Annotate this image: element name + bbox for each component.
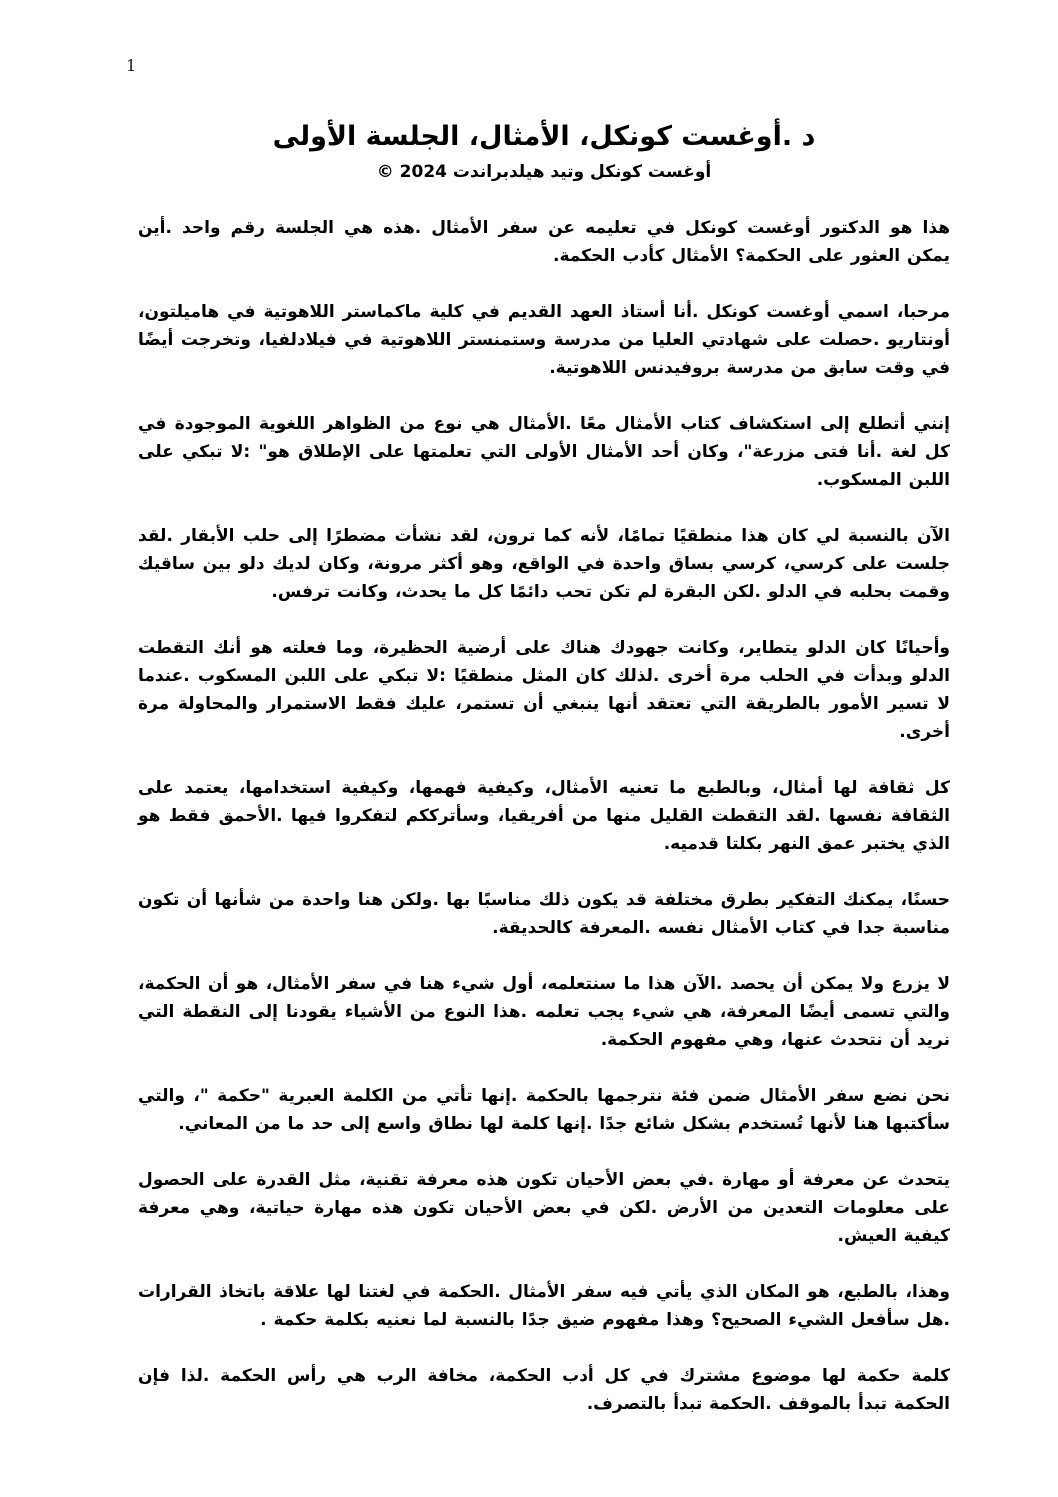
copyright-byline: أوغست كونكل وتيد هيلدبراندت 2024 © [376, 162, 712, 182]
paragraph: وهذا، بالطبع، هو المكان الذي يأتي فيه سفر الأمثال .الحكمة في لغتنا لها علاقة باتخاذ القرارات .هل سأفعل الشيء الصحيح؟ وهذا مفهوم ضيق جدًا بالنسبة لما نعنيه بكلمة حكمة . [138, 1282, 950, 1330]
paragraph: كل ثقافة لها أمثال، وبالطبع ما تعنيه الأمثال، وكيفية فهمها، وكيفية استخدامها، يعتمد على الثقافة نفسها .لقد التقطت القليل منها من أفريقيا، وسأترككم لتفكروا فيها .الأحمق فقط هو الذي يختبر عمق النهر بكلتا قدميه. [138, 778, 950, 854]
paragraph: وأحيانًا كان الدلو يتطاير، وكانت جهودك هناك على أرضية الحظيرة، وما فعلته هو أنك التقطت الدلو وبدأت في الحلب مرة أخرى .لذلك كان المثل منطقيًا :لا تبكي على اللبن المسكوب .عندما لا تسير الأمور بالطريقة التي تعتقد أنها ينبغي أن تستمر، عليك فقط الاستمرار والمحاولة مرة أخرى. [138, 638, 950, 742]
paragraph: هذا هو الدكتور أوغست كونكل في تعليمه عن سفر الأمثال .هذه هي الجلسة رقم واحد .أين يمكن العثور على الحكمة؟ الأمثال كأدب الحكمة. [138, 218, 950, 266]
paragraph: الآن بالنسبة لي كان هذا منطقيًا تمامًا، لأنه كما ترون، لقد نشأت مضطرًا إلى حلب الأبقار .لقد جلست على كرسي، كرسي بساق واحدة في الواقع، وهو أكثر مرونة، وكان لديك دلو بين ساقيك وقمت بحلبه في الدلو .لكن البقرة لم تكن تحب دائمًا كل ما يحدث، وكانت ترفس. [138, 526, 950, 602]
paragraph: كلمة حكمة لها موضوع مشترك في كل أدب الحكمة، مخافة الرب هي رأس الحكمة .لذا فإن الحكمة تبدأ بالموقف .الحكمة تبدأ بالتصرف. [138, 1366, 950, 1414]
paragraph: مرحبا، اسمي أوغست كونكل .أنا أستاذ العهد القديم في كلية ماكماستر اللاهوتية في هاميلتون، أونتاريو .حصلت على شهادتي العليا من مدرسة وستمنستر اللاهوتية في فيلادلفيا، وتخرجت أيضًا في وقت سابق من مدرسة بروفيدنس اللاهوتية. [138, 302, 950, 378]
paragraph: إنني أتطلع إلى استكشاف كتاب الأمثال معًا .الأمثال هي نوع من الظواهر اللغوية الموجودة في كل لغة .أنا فتى مزرعة"، وكان أحد الأمثال الأولى التي تعلمتها على الإطلاق هو" :لا تبكي على اللبن المسكوب. [138, 414, 950, 490]
paragraph: حسنًا، يمكنك التفكير بطرق مختلفة قد يكون ذلك مناسبًا بها .ولكن هنا واحدة من شأنها أن تكون مناسبة جدا في كتاب الأمثال نفسه .المعرفة كالحديقة. [138, 890, 950, 938]
paragraph: لا يزرع ولا يمكن أن يحصد .الآن هذا ما سنتعلمه، أول شيء هنا في سفر الأمثال، هو أن الحكمة، والتي تسمى أيضًا المعرفة، هي شيء يجب تعلمه .هذا النوع من الأشياء يقودنا إلى النقطة التي نريد أن نتحدث عنها، وهي مفهوم الحكمة. [138, 974, 950, 1050]
document-content [138, 120, 950, 1446]
body-text [138, 214, 950, 1418]
paragraph: نحن نضع سفر الأمثال ضمن فئة نترجمها بالحكمة .إنها تأتي من الكلمة العبرية "حكمة "، والتي سأكتبها هنا لأنها تُستخدم بشكل شائع جدًا .إنها كلمة لها نطاق واسع إلى حد ما من المعاني. [138, 1086, 950, 1134]
page-number: 1 [126, 56, 137, 75]
document-title: د .أوغست كونكل، الأمثال، الجلسة الأولى [272, 121, 816, 152]
paragraph: يتحدث عن معرفة أو مهارة .في بعض الأحيان تكون هذه معرفة تقنية، مثل القدرة على الحصول على معلومات التعدين من الأرض .لكن في بعض الأحيان تكون هذه مهارة حياتية، وهي معرفة كيفية العيش. [138, 1170, 950, 1246]
